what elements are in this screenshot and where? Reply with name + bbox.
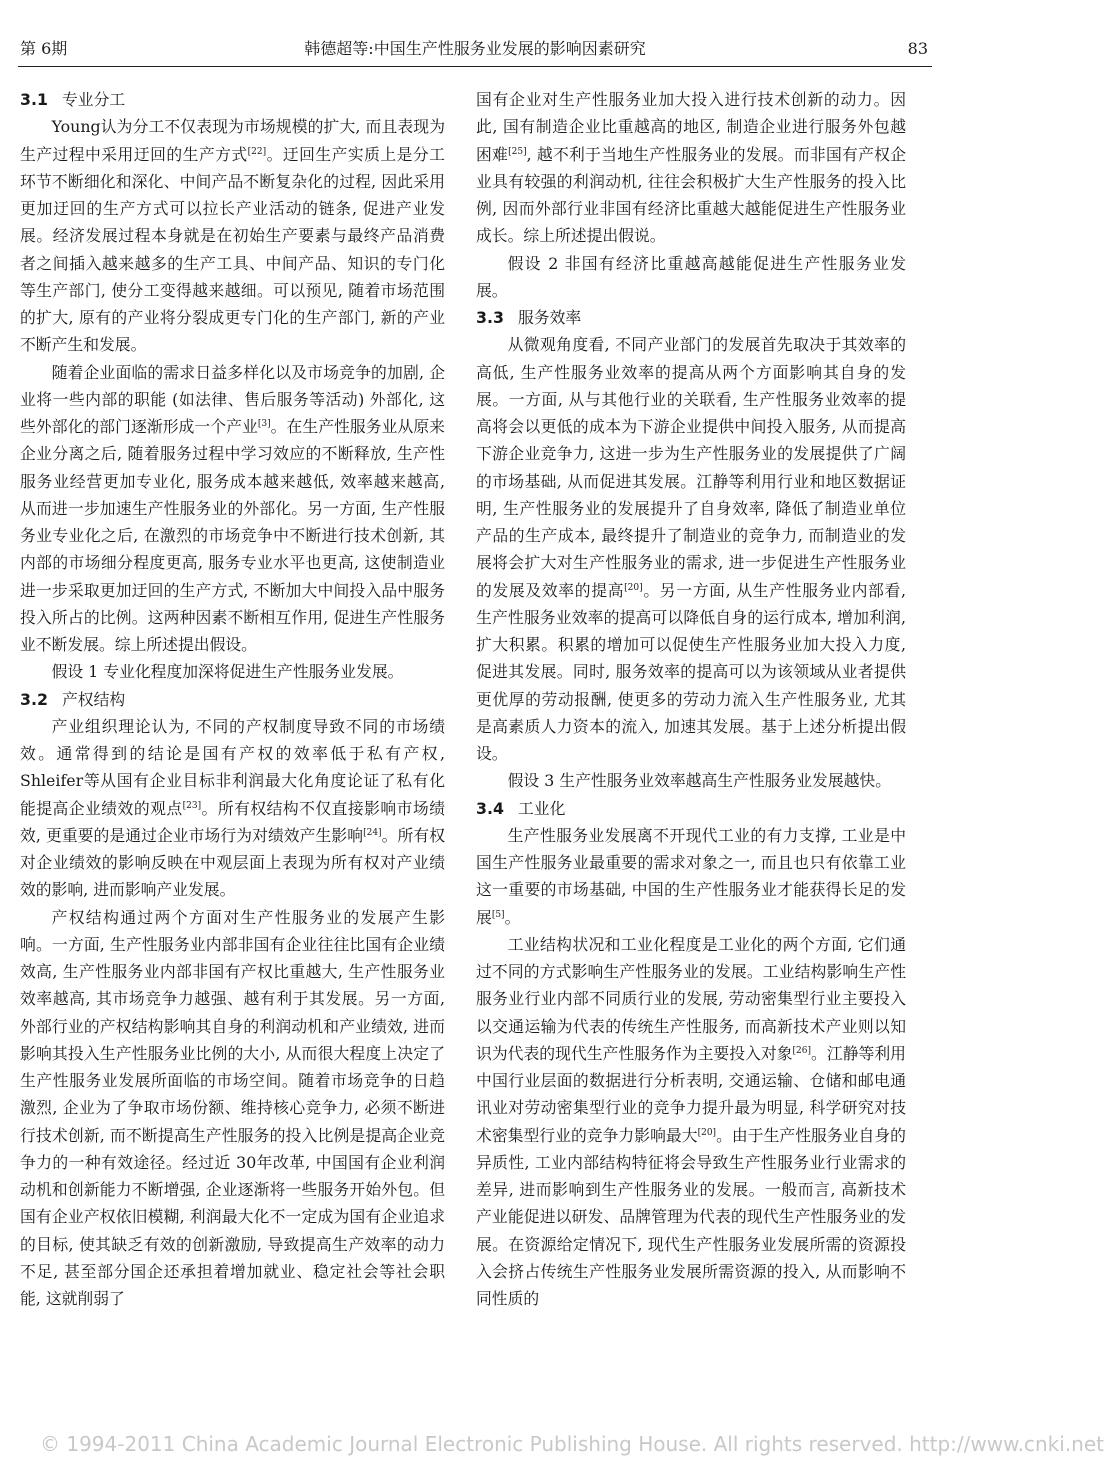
paragraph-continued: 国有企业对生产性服务业加大投入进行技术创新的动力。因此, 国有制造企业比重越高的地区, 制造企业进行服务外包越困难[25], 越不利于当地生产性服务业的发展。而非国有产权企业具有较强的利润动机, 往往会积极扩大生产性服务的投入比例, 因而外部行业非国有经济比重越大越能促进生产性服务业成长。综上所述提出假说。 (476, 90, 906, 246)
section-heading-3-2: 3.2 产权结构 (20, 689, 126, 709)
citation[interactable]: [23] (182, 800, 202, 811)
citation[interactable]: [24] (363, 827, 382, 838)
left-column (20, 86, 445, 1312)
right-column (476, 86, 906, 1312)
paragraph: 工业结构状况和工业化程度是工业化的两个方面, 它们通过不同的方式影响生产性服务业的发展。工业结构影响生产性服务业行业内部不同质行业的发展, 劳动密集型行业主要投入以交通运输为代表的传统生产性服务, 而高新技术产业则以知识为代表的现代生产性服务作为主要投入对象[26]。江静等利用中国行业层面的数据进行分析表明, 交通运输、仓储和邮电通讯业对劳动密集型行业的竞争力提升最为明显, 科学研究对技术密集型行业的竞争力影响最大[20]。由于生产性服务业自身的异质性, 工业内部结构特征将会导致生产性服务业行业需求的差异, 进而影响到生产性服务业的发展。一般而言, 高新技术产业能促进以研发、品牌管理为代表的现代生产性服务业的发展。在资源给定情况下, 现代生产性服务业发展所需的资源投入会挤占传统生产性服务业发展所需资源的投入, 从而影响不同性质的 (476, 934, 906, 1308)
paragraph: 生产性服务业发展离不开现代工业的有力支撑, 工业是中国生产性服务业最重要的需求对象之一, 而且也只有依靠工业这一重要的市场基础, 中国的生产性服务业才能获得长足的发展[5]。 (476, 825, 906, 927)
citation[interactable]: [20] (624, 582, 643, 593)
citation[interactable]: [3] (257, 419, 271, 429)
citation[interactable]: [26] (792, 1045, 812, 1056)
copyright-watermark: © 1994-2011 China Academic Journal Electronic Publishing House. All rights reserved. http://www.cnki.net (40, 1432, 1104, 1456)
paragraph: 产权结构通过两个方面对生产性服务业的发展产生影响。一方面, 生产性服务业内部非国有企业往往比国有企业绩效高, 生产性服务业内部非国有产权比重越大, 生产性服务业效率越高, 其市场竞争力越强、越有利于其发展。另一方面, 外部行业的产权结构影响其自身的利润动机和产业绩效, 进而影响其投入生产性服务业比例的大小, 从而很大程度上决定了生产性服务业发展所面临的市场空间。随着市场竞争的日趋激烈, 企业为了争取市场份额、维持核心竞争力, 必须不断进行技术创新, 而不断提高生产性服务的投入比例是提高企业竞争力的一种有效途径。经过近 30年改革, 中国国有企业利润动机和创新能力不断增强, 企业逐渐将一些服务开始外包。但国有企业产权依旧模糊, 利润最大化不一定成为国有企业追求的目标, 使其缺乏有效的创新激励, 导致提高生产效率的动力不足, 甚至部分国企还承担着增加就业、稳定社会等社会职能, 这就削弱了 (20, 907, 445, 1308)
citation[interactable]: [22] (247, 146, 267, 157)
running-title: 韩德超等:中国生产性服务业发展的影响因素研究 (304, 39, 646, 58)
paragraph: 从微观角度看, 不同产业部门的发展首先取决于其效率的高低, 生产性服务业效率的提高从两个方面影响其自身的发展。一方面, 从与其他行业的关联看, 生产性服务业效率的提高将会以更低的成本为下游企业提供中间投入服务, 从而提高下游企业竞争力, 这进一步为生产性服务业的发展提供了广阔的市场基础, 从而促进其发展。江静等利用行业和地区数据证明, 生产性服务业的发展提升了自身效率, 降低了制造业单位产品的生产成本, 最终提升了制造业的竞争力, 而制造业的发展将会扩大对生产性服务业的需求, 进一步促进生产性服务业的发展及效率的提高[20]。另一方面, 从生产性服务业内部看, 生产性服务业效率的提高可以降低自身的运行成本, 增加利润, 扩大积累。积累的增加可以促使生产性服务业加大投入力度, 促进其发展。同时, 服务效率的提高可以为该领域从业者提供更优厚的劳动报酬, 使更多的劳动力流入生产性服务业, 尤其是高素质人力资本的流入, 加速其发展。基于上述分析提出假设。 (476, 335, 906, 763)
section-heading-3-4: 3.4 工业化 (476, 798, 566, 818)
paragraph: 产业组织理论认为, 不同的产权制度导致不同的市场绩效。通常得到的结论是国有产权的效率低于私有产权, Shleifer等从国有企业目标非利润最大化角度论证了私有化能提高企业绩效的观点[23]。所有权结构不仅直接影响市场绩效, 更重要的是通过企业市场行为对绩效产生影响[24]。所有权对企业绩效的影响反映在中观层面上表现为所有权对产业绩效的影响, 进而影响产业发展。 (20, 716, 445, 900)
running-header (18, 38, 932, 68)
page-number: 83 (907, 39, 928, 58)
issue-label: 第 6期 (20, 39, 68, 58)
paragraph: 随着企业面临的需求日益多样化以及市场竞争的加剧, 企业将一些内部的职能 (如法律、售后服务等活动) 外部化, 这些外部化的部门逐渐形成一个产业[3]。在生产性服务业从原来企业分离之后, 随着服务过程中学习效应的不断释放, 生产性服务业经营更加专业化, 服务成本越来越低, 效率越来越高, 从而进一步加速生产性服务业的外部化。另一方面, 生产性服务业专业化之后, 在激烈的市场竞争中不断进行技术创新, 其内部的市场细分程度更高, 服务专业水平也更高, 这使制造业进一步采取更加迂回的生产方式, 不断加大中间投入品中服务投入所占的比例。这两种因素不断相互作用, 促进生产性服务业不断发展。综上所述提出假设。 (20, 362, 445, 654)
hypothesis-2: 假设 2 非国有经济比重越高越能促进生产性服务业发展。 (476, 253, 906, 300)
citation[interactable]: [20] (697, 1127, 717, 1138)
hypothesis-3: 假设 3 生产性服务业效率越高生产性服务业发展越快。 (507, 771, 892, 791)
citation[interactable]: [25] (508, 146, 527, 157)
citation[interactable]: [5] (491, 909, 505, 920)
paragraph: Young认为分工不仅表现为市场规模的扩大, 而且表现为生产过程中采用迂回的生产方式[22]。迂回生产实质上是分工环节不断细化和深化、中间产品不断复杂化的过程, 因此采用更加迂回的生产方式可以拉长产业活动的链条, 促进产业发展。经济发展过程本身就是在初始生产要素与最终产品消费者之间插入越来越多的生产工具、中间产品、知识的专门化等生产部门, 使分工变得越来越细。可以预见, 随着市场范围的扩大, 原有的产业将分裂成更专门化的生产部门, 新的产业不断产生和发展。 (20, 117, 445, 355)
section-heading-3-1: 3.1 专业分工 (20, 90, 126, 109)
header-rule (18, 66, 932, 67)
section-heading-3-3: 3.3 服务效率 (476, 308, 582, 327)
hypothesis-1: 假设 1 专业化程度加深将促进生产性服务业发展。 (51, 662, 404, 682)
